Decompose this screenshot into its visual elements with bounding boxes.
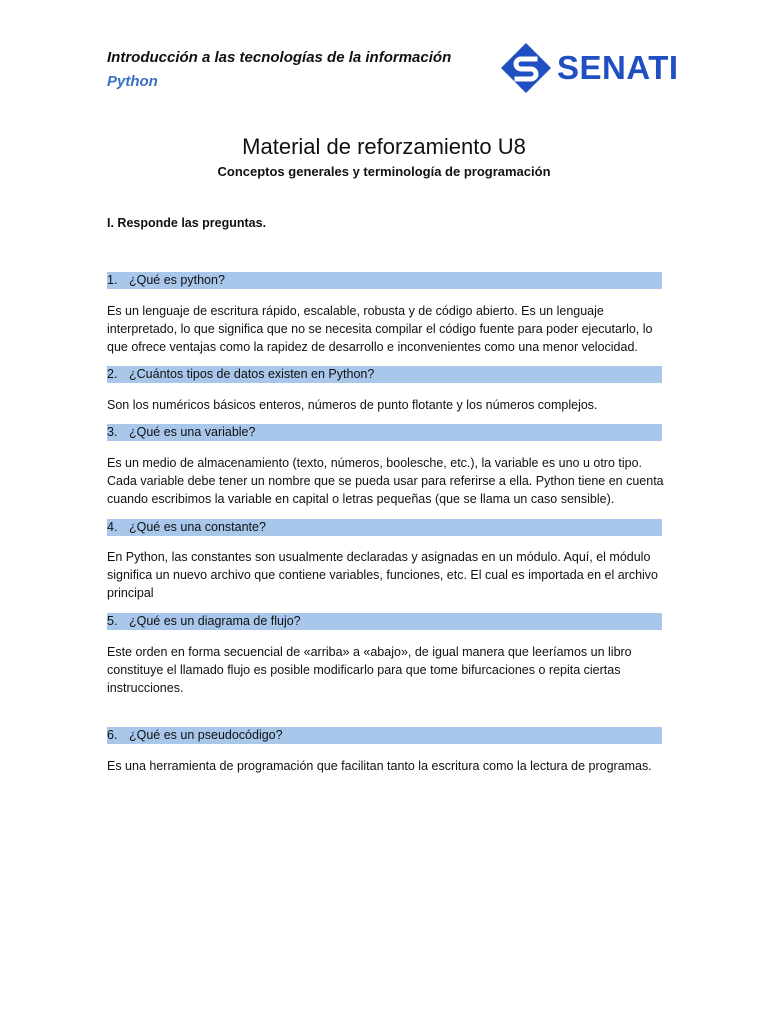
- question-number: 5.: [107, 614, 118, 628]
- course-subtitle: Python: [107, 73, 158, 90]
- question-text: ¿Qué es un diagrama de flujo?: [129, 614, 301, 628]
- question-number: 1.: [107, 273, 118, 287]
- instructions-heading: I. Responde las preguntas.: [107, 216, 267, 230]
- senati-logo-icon: [500, 42, 552, 94]
- answer-text: Este orden en forma secuencial de «arriba» a «abajo», de igual manera que leeríamos un libro constituye el llamado flujo es posible modificarlo para que tome bifurcaciones o repita ciertas instrucciones.: [107, 645, 632, 695]
- question-text: ¿Qué es una constante?: [129, 520, 266, 534]
- logo-text: SENATI: [557, 49, 679, 86]
- question-number: 4.: [107, 520, 118, 534]
- answer-text: Es un lenguaje de escritura rápido, escalable, robusta y de código abierto. Es un lenguaje interpretado, lo que significa que no se necesita compilar el código fuente para poder ejecutarlo, lo que ofrece ventajas como la rapidez de desarrollo e inconvenientes como una menor velocidad.: [107, 304, 653, 354]
- question-number: 6.: [107, 728, 118, 742]
- answer-text: Son los numéricos básicos enteros, números de punto flotante y los números complejos.: [107, 398, 598, 412]
- question-number: 3.: [107, 425, 118, 439]
- question-bar: [107, 613, 662, 630]
- answer-text: En Python, las constantes son usualmente declaradas y asignadas en un módulo. Aquí, el módulo significa un nuevo archivo que contiene variables, funciones, etc. El cual es importada en el archivo principal: [107, 550, 659, 600]
- question-bar: [107, 366, 662, 383]
- question-bar: [107, 272, 662, 289]
- question-bar: [107, 519, 662, 536]
- answer-text: Es una herramienta de programación que facilitan tanto la escritura como la lectura de programas.: [107, 759, 652, 773]
- question-bar: [107, 424, 662, 441]
- question-text: ¿Qué es una variable?: [129, 425, 256, 439]
- question-text: ¿Qué es python?: [129, 273, 225, 287]
- question-bar: [107, 727, 662, 744]
- document-subtitle: Conceptos generales y terminología de programación: [217, 164, 551, 179]
- question-number: 2.: [107, 367, 118, 381]
- question-text: ¿Qué es un pseudocódigo?: [129, 728, 283, 742]
- question-text: ¿Cuántos tipos de datos existen en Python?: [129, 367, 375, 381]
- course-title: Introducción a las tecnologías de la información: [107, 49, 452, 66]
- senati-logo: [500, 42, 690, 94]
- answer-text: Es un medio de almacenamiento (texto, números, boolesche, etc.), la variable es uno u otro tipo. Cada variable debe tener un nombre que se pueda usar para referirse a ella. Python tiene en cuenta cuando escribimos la variable en capital o letras pequeñas (que se llama un caso sensible).: [107, 456, 664, 506]
- document-title: Material de reforzamiento U8: [242, 134, 526, 159]
